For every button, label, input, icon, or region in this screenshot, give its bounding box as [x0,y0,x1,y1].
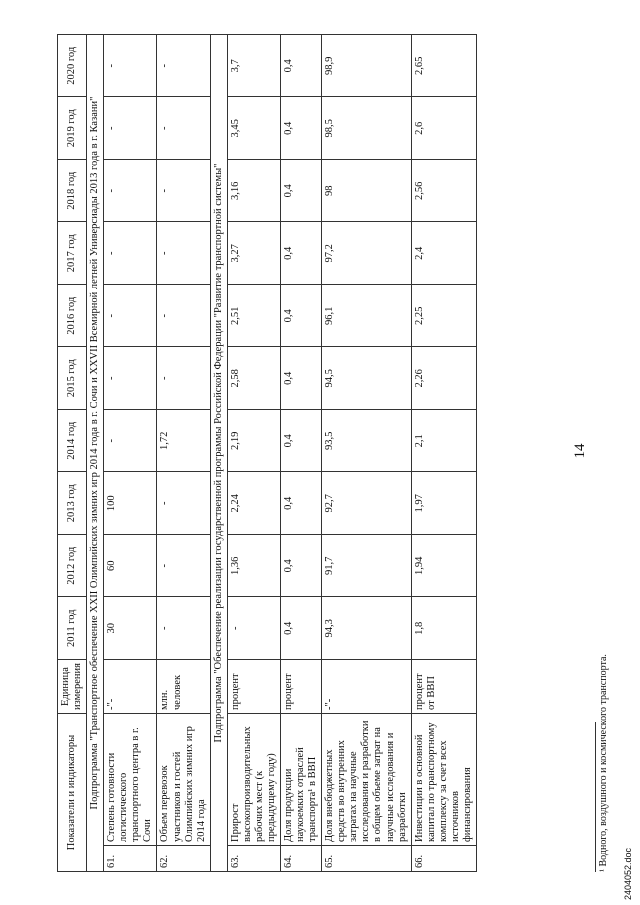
section-title: Подпрограмма "Транспортное обеспечение XXII Олимпийских зимних игр 2014 года в г. Сочи и XXVII Всемирной летней Универсиады 2013 года в г. Казани" [87,35,104,872]
value-cell: 0,4 [281,222,322,285]
value-cell: - [157,97,210,160]
value-cell: 60 [104,535,157,598]
row-number: 61. [104,846,157,872]
value-cell: 96,1 [322,285,411,348]
value-cell: 2,58 [227,347,280,410]
value-cell: 0,4 [281,285,322,348]
row-number: 63. [227,846,280,872]
value-cell: 2,25 [411,285,476,348]
value-cell: 2,51 [227,285,280,348]
header-unit: Единица измерения [58,660,87,714]
row-number: 66. [411,846,476,872]
indicator-name: Объем перевозок участников и гостей Олимпийских зимних игр 2014 года [157,714,210,846]
value-cell: 3,7 [227,35,280,98]
section-row [87,35,104,872]
value-cell: 2,6 [411,97,476,160]
row-number: 65. [322,846,411,872]
value-cell: 93,5 [322,410,411,473]
table-row [104,35,157,872]
value-cell: - [157,535,210,598]
value-cell: 2,56 [411,160,476,223]
header-year: 2013 год [58,472,87,535]
value-cell: 100 [104,472,157,535]
value-cell: 98,9 [322,35,411,98]
section-title: Подпрограмма "Обеспечение реализации государственной программы Российской Федерации "Развитие транспортной системы" [210,35,227,872]
value-cell: 3,27 [227,222,280,285]
value-cell: 94,5 [322,347,411,410]
value-cell: - [157,35,210,98]
header-year: 2016 год [58,285,87,348]
footnote: ¹ Водного, воздушного и космического транспорта. [598,654,609,872]
unit-cell: процент от ВВП [411,660,476,714]
value-cell: 3,16 [227,160,280,223]
header-year: 2020 год [58,35,87,98]
section-row [210,35,227,872]
value-cell: 0,4 [281,535,322,598]
value-cell: 0,4 [281,472,322,535]
unit-cell: -"- [322,660,411,714]
unit-cell: процент [227,660,280,714]
value-cell: 2,19 [227,410,280,473]
indicator-name: Доля продукции наукоемких отраслей транспорта¹ в ВВП [281,714,322,846]
unit-cell: -"- [104,660,157,714]
unit-cell: процент [281,660,322,714]
page-number: 14 [572,443,588,459]
value-cell: - [157,472,210,535]
indicator-name: Доля внебюджетных средств во внутренних затратах на научные исследования и разработки в общем объеме затрат на научные исследования и разработки [322,714,411,846]
indicator-name: Инвестиции в основной капитал по транспортному комплексу за счет всех источников финансирования [411,714,476,846]
row-number: 64. [281,846,322,872]
header-year: 2015 год [58,347,87,410]
table-header-row [58,35,87,872]
value-cell: - [157,222,210,285]
value-cell: 1,36 [227,535,280,598]
value-cell: - [104,347,157,410]
value-cell: 1,94 [411,535,476,598]
value-cell: 0,4 [281,160,322,223]
header-year: 2017 год [58,222,87,285]
indicator-name: Степень готовности логистического транспортного центра в г. Сочи [104,714,157,846]
value-cell: 0,4 [281,410,322,473]
table-row [322,35,411,872]
value-cell: - [157,160,210,223]
header-year: 2018 год [58,160,87,223]
value-cell: 91,7 [322,535,411,598]
value-cell: - [104,410,157,473]
value-cell: 3,45 [227,97,280,160]
value-cell: 98 [322,160,411,223]
value-cell: 2,26 [411,347,476,410]
value-cell: 30 [104,597,157,660]
value-cell: - [104,285,157,348]
table-row [411,35,476,872]
value-cell: 1,72 [157,410,210,473]
value-cell: - [157,597,210,660]
value-cell: - [104,160,157,223]
table-row [227,35,280,872]
table-row [281,35,322,872]
header-year: 2014 год [58,410,87,473]
value-cell: 94,3 [322,597,411,660]
value-cell: - [227,597,280,660]
value-cell: - [157,347,210,410]
value-cell: 2,65 [411,35,476,98]
value-cell: - [104,35,157,98]
value-cell: - [104,222,157,285]
header-indicator: Показатели и индикаторы [58,714,87,872]
value-cell: 1,97 [411,472,476,535]
header-year: 2011 год [58,597,87,660]
header-year: 2019 год [58,97,87,160]
value-cell: 0,4 [281,97,322,160]
value-cell: 92,7 [322,472,411,535]
value-cell: 2,1 [411,410,476,473]
value-cell: - [104,97,157,160]
indicator-name: Прирост высокопроизводительных рабочих мест (к предыдущему году) [227,714,280,846]
value-cell: 0,4 [281,597,322,660]
header-year: 2012 год [58,535,87,598]
value-cell: 0,4 [281,35,322,98]
value-cell: 97,2 [322,222,411,285]
table-row [157,35,210,872]
value-cell: 98,5 [322,97,411,160]
value-cell: 0,4 [281,347,322,410]
value-cell: 2,4 [411,222,476,285]
footnote-rule [595,722,596,872]
value-cell: 2,24 [227,472,280,535]
row-number: 62. [157,846,210,872]
indicators-table [57,34,477,872]
value-cell: - [157,285,210,348]
value-cell: 1,8 [411,597,476,660]
unit-cell: млн. человек [157,660,210,714]
document-id: 2404052.doc [623,847,633,900]
